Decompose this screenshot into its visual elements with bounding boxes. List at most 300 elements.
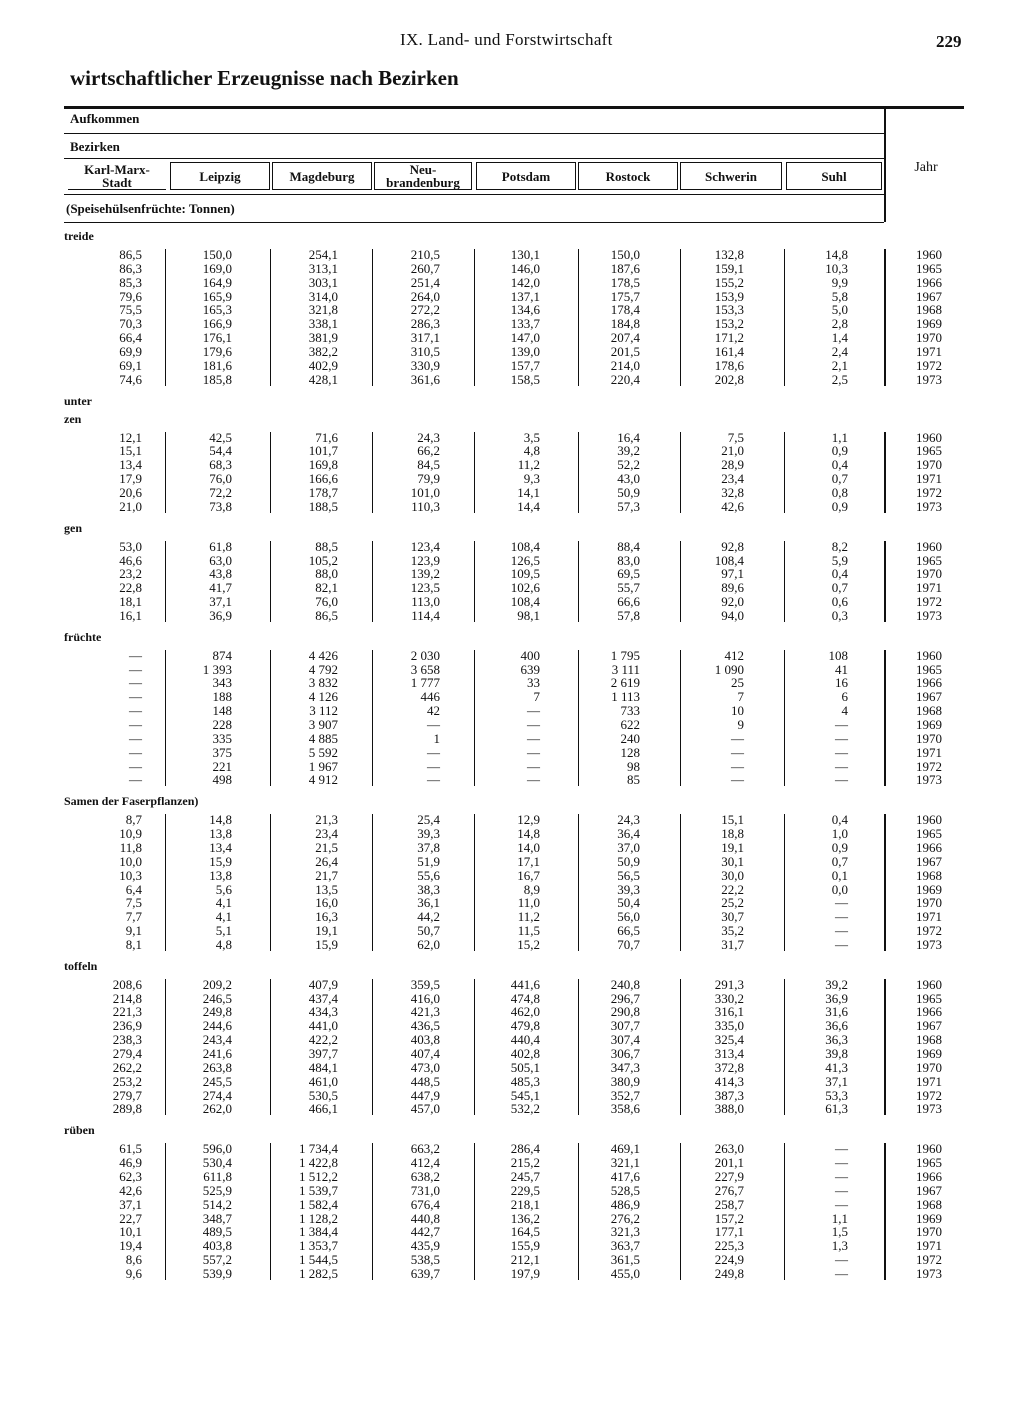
table-cell: 5,9	[831, 552, 848, 568]
table-cell: 212,1	[510, 1252, 540, 1267]
year-cell: 1968	[916, 1032, 942, 1048]
section-label: toffeln	[64, 958, 98, 973]
year-cell: 1965	[916, 826, 942, 842]
table-cell: 9,1	[125, 923, 142, 938]
table-cell: 61,3	[825, 1101, 848, 1117]
table-cell: 0,3	[831, 607, 848, 623]
table-cell: 123,9	[410, 552, 440, 568]
table-cell: 403,8	[202, 1238, 232, 1254]
table-cell: 12,1	[119, 429, 142, 445]
table-cell: 71,6	[315, 429, 338, 445]
table-cell: 41	[835, 661, 848, 677]
table-cell: 10,3	[825, 260, 848, 276]
year-cell: 1960	[916, 812, 942, 828]
table-cell: 42,6	[119, 1182, 142, 1198]
table-cell: 4 126	[308, 689, 338, 705]
aufkommen-label: Aufkommen	[70, 111, 140, 126]
table-cell: —	[527, 703, 540, 719]
table-cell: 157,2	[714, 1210, 744, 1226]
year-cell: 1973	[916, 371, 942, 387]
table-cell: 123,4	[410, 538, 440, 554]
table-cell: 2 619	[610, 675, 640, 691]
table-cell: 238,3	[112, 1032, 142, 1048]
table-cell: 4	[841, 703, 848, 719]
table-cell: 382,2	[308, 344, 338, 359]
top-rule	[64, 106, 964, 109]
year-cell: 1960	[916, 1141, 942, 1157]
section-label: früchte	[64, 629, 102, 644]
year-cell: 1970	[916, 566, 942, 582]
table-cell: 28,9	[721, 457, 744, 473]
table-cell: 7,7	[125, 909, 142, 925]
table-cell: —	[835, 895, 848, 911]
table-cell: 19,4	[119, 1238, 142, 1254]
table-cell: 1 539,7	[299, 1182, 338, 1198]
table-cell: 159,1	[714, 260, 744, 276]
table-cell: 68,3	[209, 457, 232, 473]
year-cell: 1971	[916, 909, 942, 925]
year-cell: 1969	[916, 717, 942, 732]
year-cell: 1973	[916, 936, 942, 952]
table-cell: 10,9	[119, 826, 142, 842]
table-cell: 166,9	[202, 316, 232, 332]
table-cell: 461,0	[308, 1073, 338, 1089]
table-cell: 164,9	[202, 274, 232, 290]
table-cell: 0,4	[831, 566, 848, 582]
table-cell: 13,4	[209, 839, 232, 855]
table-cell: 455,0	[610, 1265, 640, 1281]
table-cell: 86,3	[119, 260, 142, 276]
table-cell: 422,2	[308, 1032, 338, 1048]
table-row	[0, 431, 1024, 445]
table-cell: 479,8	[510, 1018, 540, 1034]
table-cell: 0,1	[831, 867, 848, 883]
table-cell: —	[129, 758, 142, 774]
table-cell: 54,4	[209, 443, 232, 459]
table-cell: 1,0	[831, 826, 848, 842]
table-cell: 1 090	[714, 661, 744, 677]
table-cell: 88,0	[315, 566, 338, 582]
table-cell: 2,8	[831, 316, 848, 332]
table-cell: 86,5	[315, 607, 338, 623]
table-cell: 251,4	[410, 274, 440, 290]
table-cell: 244,6	[202, 1018, 232, 1034]
year-cell: 1970	[916, 1224, 942, 1240]
table-cell: 4 885	[308, 730, 338, 746]
table-cell: 36,1	[417, 895, 440, 911]
table-cell: 202,8	[714, 371, 744, 387]
table-cell: 37,0	[617, 839, 640, 855]
table-cell: 361,5	[610, 1252, 640, 1267]
table-cell: 79,9	[417, 471, 440, 487]
table-cell: 21,0	[119, 498, 142, 514]
table-cell: —	[731, 730, 744, 746]
table-cell: 16,7	[517, 867, 540, 883]
table-cell: 42	[427, 703, 440, 719]
table-cell: —	[835, 730, 848, 746]
table-row	[0, 1102, 1024, 1116]
section-label: gen	[64, 520, 82, 535]
year-cell: 1972	[916, 357, 942, 373]
table-cell: 253,2	[112, 1073, 142, 1089]
table-cell: 36,4	[617, 826, 640, 842]
table-cell: 181,6	[202, 357, 232, 373]
table-cell: —	[835, 1168, 848, 1184]
table-cell: 208,6	[112, 976, 142, 992]
table-cell: 169,0	[202, 260, 232, 276]
table-cell: 469,1	[610, 1141, 640, 1157]
table-cell: 101,7	[308, 443, 338, 459]
table-cell: 243,4	[202, 1032, 232, 1048]
table-cell: 358,6	[610, 1101, 640, 1117]
table-cell: 16,1	[119, 607, 142, 623]
table-cell: 330,2	[714, 990, 744, 1006]
table-row	[0, 732, 1024, 746]
table-cell: 246,5	[202, 990, 232, 1006]
table-row	[0, 924, 1024, 938]
table-cell: 4 426	[308, 647, 338, 663]
table-cell: 123,5	[410, 580, 440, 596]
table-cell: 1 512,2	[299, 1168, 338, 1184]
table-cell: —	[835, 1265, 848, 1281]
section-label: Samen der Faserpflanzen)	[64, 794, 199, 809]
table-cell: 101,0	[410, 484, 440, 500]
table-cell: 153,9	[714, 288, 744, 304]
table-cell: —	[835, 1252, 848, 1267]
table-cell: 303,1	[308, 274, 338, 290]
table-cell: 161,4	[714, 344, 744, 359]
table-cell: 330,9	[410, 357, 440, 373]
table-cell: —	[129, 772, 142, 788]
table-cell: 412	[724, 647, 744, 663]
table-cell: 289,8	[112, 1101, 142, 1117]
table-cell: 76,0	[315, 594, 338, 609]
table-row	[0, 855, 1024, 869]
year-cell: 1969	[916, 1210, 942, 1226]
table-cell: 63,0	[209, 552, 232, 568]
year-cell: 1971	[916, 744, 942, 760]
table-cell: 46,9	[119, 1155, 142, 1171]
table-cell: 201,5	[610, 344, 640, 359]
table-cell: 166,6	[308, 471, 338, 487]
section-label: unter	[64, 393, 92, 408]
table-cell: 136,2	[510, 1210, 540, 1226]
table-cell: 5,6	[215, 881, 232, 897]
table-cell: 42,6	[721, 498, 744, 514]
table-cell: 26,4	[315, 853, 338, 869]
table-row	[0, 883, 1024, 897]
table-cell: —	[129, 689, 142, 705]
table-cell: 263,8	[202, 1059, 232, 1075]
table-row	[0, 760, 1024, 774]
year-cell: 1960	[916, 647, 942, 663]
table-row	[0, 1005, 1024, 1019]
table-cell: 23,4	[315, 826, 338, 842]
table-row	[0, 373, 1024, 387]
table-cell: 317,1	[410, 330, 440, 346]
table-cell: 155,9	[510, 1238, 540, 1254]
year-cell: 1971	[916, 1073, 942, 1089]
table-row	[0, 938, 1024, 952]
table-cell: 321,8	[308, 302, 338, 318]
table-cell: 41,3	[825, 1059, 848, 1075]
table-cell: 5,1	[215, 923, 232, 938]
table-cell: 155,2	[714, 274, 744, 290]
table-cell: 50,7	[417, 923, 440, 938]
table-cell: 66,4	[119, 330, 142, 346]
table-cell: 165,9	[202, 288, 232, 304]
table-row	[0, 472, 1024, 486]
year-cell: 1973	[916, 607, 942, 623]
table-cell: 676,4	[410, 1196, 440, 1212]
table-cell: 1 795	[610, 647, 640, 663]
table-cell: 639,7	[410, 1265, 440, 1281]
table-cell: 400	[520, 647, 540, 663]
table-cell: 88,4	[617, 538, 640, 554]
table-cell: 169,8	[308, 457, 338, 473]
table-cell: 18,8	[721, 826, 744, 842]
table-cell: 262,2	[112, 1059, 142, 1075]
table-cell: 32,8	[721, 484, 744, 500]
table-cell: 56,5	[617, 867, 640, 883]
table-cell: 69,1	[119, 357, 142, 373]
table-cell: —	[835, 1182, 848, 1198]
year-cell: 1967	[916, 689, 942, 705]
table-cell: 130,1	[510, 247, 540, 262]
table-cell: 0,9	[831, 498, 848, 514]
table-cell: —	[731, 744, 744, 760]
table-cell: 97,1	[721, 566, 744, 582]
year-cell: 1967	[916, 853, 942, 869]
table-cell: 343	[212, 675, 232, 691]
table-cell: 218,1	[510, 1196, 540, 1212]
year-cell: 1967	[916, 1182, 942, 1198]
table-cell: 17,9	[119, 471, 142, 487]
table-cell: 11,0	[517, 895, 540, 911]
table-cell: 139,0	[510, 344, 540, 359]
table-cell: 35,2	[721, 923, 744, 938]
year-cell: 1969	[916, 1046, 942, 1061]
year-cell: 1970	[916, 895, 942, 911]
table-cell: 139,2	[410, 566, 440, 582]
table-cell: —	[835, 758, 848, 774]
table-cell: 19,1	[315, 923, 338, 938]
table-row	[0, 649, 1024, 663]
table-cell: 9	[737, 717, 744, 732]
table-cell: 30,1	[721, 853, 744, 869]
table-cell: —	[129, 703, 142, 719]
table-cell: 108,4	[714, 552, 744, 568]
table-row	[0, 910, 1024, 924]
table-cell: 52,2	[617, 457, 640, 473]
table-cell: 279,7	[112, 1087, 142, 1103]
table-cell: 402,9	[308, 357, 338, 373]
year-cell: 1971	[916, 1238, 942, 1254]
table-cell: 1 282,5	[299, 1265, 338, 1281]
table-cell: 7	[737, 689, 744, 705]
year-cell: 1970	[916, 330, 942, 346]
year-cell: 1965	[916, 1155, 942, 1171]
table-cell: 611,8	[203, 1168, 232, 1184]
table-cell: 276,2	[610, 1210, 640, 1226]
year-cell: 1972	[916, 1087, 942, 1103]
year-cell: 1967	[916, 288, 942, 304]
table-cell: —	[731, 772, 744, 788]
table-cell: 473,0	[410, 1059, 440, 1075]
table-cell: 150,0	[610, 247, 640, 262]
table-row	[0, 773, 1024, 787]
table-cell: 50,9	[617, 484, 640, 500]
table-cell: 1,1	[831, 429, 848, 445]
table-cell: 11,8	[119, 839, 142, 855]
table-cell: —	[527, 730, 540, 746]
year-cell: 1972	[916, 1252, 942, 1267]
table-cell: 428,1	[308, 371, 338, 387]
table-cell: 462,0	[510, 1004, 540, 1020]
table-cell: 14,8	[825, 247, 848, 262]
table-cell: 179,6	[202, 344, 232, 359]
table-cell: 221	[212, 758, 232, 774]
table-cell: 150,0	[202, 247, 232, 262]
table-cell: 224,9	[714, 1252, 744, 1267]
table-row	[0, 1239, 1024, 1253]
table-row	[0, 896, 1024, 910]
table-cell: 39,2	[617, 443, 640, 459]
page-number: 229	[936, 32, 962, 51]
table-cell: 215,2	[510, 1155, 540, 1171]
year-cell: 1966	[916, 675, 942, 691]
table-cell: 41,7	[209, 580, 232, 596]
table-cell: 498	[212, 772, 232, 788]
table-cell: —	[527, 744, 540, 760]
table-cell: 171,2	[714, 330, 744, 346]
table-cell: 36,9	[209, 607, 232, 623]
table-cell: 249,8	[714, 1265, 744, 1281]
table-cell: 7,5	[727, 429, 744, 445]
table-row	[0, 1047, 1024, 1061]
table-cell: 0,9	[831, 839, 848, 855]
table-cell: 36,9	[825, 990, 848, 1006]
table-cell: 1 422,8	[299, 1155, 338, 1171]
table-cell: 338,1	[308, 316, 338, 332]
table-cell: 291,3	[714, 976, 744, 992]
table-cell: 414,3	[714, 1073, 744, 1089]
table-cell: 15,9	[315, 936, 338, 952]
rule-aufkommen	[64, 133, 884, 134]
table-cell: —	[835, 717, 848, 732]
table-cell: 19,1	[721, 839, 744, 855]
table-cell: 220,4	[610, 371, 640, 387]
table-cell: 25	[731, 675, 744, 691]
table-row	[0, 303, 1024, 317]
table-cell: 314,0	[308, 288, 338, 304]
table-cell: 31,7	[721, 936, 744, 952]
table-cell: 98	[627, 758, 640, 774]
table-cell: 14,1	[517, 484, 540, 500]
table-cell: 0,0	[831, 881, 848, 897]
table-cell: 4,1	[215, 895, 232, 911]
table-cell: 79,6	[119, 288, 142, 304]
table-cell: 1 967	[308, 758, 338, 774]
table-cell: 1 393	[202, 661, 232, 677]
table-cell: 44,2	[417, 909, 440, 925]
table-cell: —	[427, 758, 440, 774]
table-cell: 0,7	[831, 471, 848, 487]
rule-under-colheads	[64, 194, 884, 195]
table-row	[0, 276, 1024, 290]
table-cell: 307,4	[610, 1032, 640, 1048]
table-row	[0, 978, 1024, 992]
column-header: Neu- brandenburg	[374, 162, 472, 190]
table-cell: 7,5	[125, 895, 142, 911]
table-cell: 15,1	[119, 443, 142, 459]
year-cell: 1965	[916, 990, 942, 1006]
table-cell: 187,6	[610, 260, 640, 276]
table-row	[0, 704, 1024, 718]
table-cell: 2,1	[831, 357, 848, 373]
table-cell: —	[427, 772, 440, 788]
table-cell: 263,0	[714, 1141, 744, 1157]
table-cell: 397,7	[308, 1046, 338, 1061]
year-cell: 1968	[916, 302, 942, 318]
table-cell: 11,5	[517, 923, 540, 938]
table-cell: 74,6	[119, 371, 142, 387]
table-cell: —	[427, 717, 440, 732]
table-cell: 86,5	[119, 247, 142, 262]
year-cell: 1972	[916, 594, 942, 609]
table-cell: 539,9	[202, 1265, 232, 1281]
table-cell: 5,0	[831, 302, 848, 318]
table-cell: 108,4	[510, 594, 540, 609]
table-cell: 55,6	[417, 867, 440, 883]
table-cell: 442,7	[410, 1224, 440, 1240]
year-cell: 1972	[916, 484, 942, 500]
table-cell: —	[129, 647, 142, 663]
table-cell: 110,3	[411, 498, 440, 514]
table-cell: 306,7	[610, 1046, 640, 1061]
table-cell: 484,1	[308, 1059, 338, 1075]
table-cell: 532,2	[510, 1101, 540, 1117]
table-cell: 441,6	[510, 976, 540, 992]
table-cell: 1 384,4	[299, 1224, 338, 1240]
table-cell: 622	[620, 717, 640, 732]
table-cell: 388,0	[714, 1101, 744, 1117]
table-cell: 33	[527, 675, 540, 691]
table-cell: 10,3	[119, 867, 142, 883]
table-cell: 85,3	[119, 274, 142, 290]
table-cell: —	[129, 730, 142, 746]
table-cell: 538,5	[410, 1252, 440, 1267]
table-cell: 363,7	[610, 1238, 640, 1254]
table-cell: 83,0	[617, 552, 640, 568]
table-cell: 457,0	[410, 1101, 440, 1117]
table-cell: 6,4	[125, 881, 142, 897]
table-cell: 447,9	[410, 1087, 440, 1103]
table-cell: 486,9	[610, 1196, 640, 1212]
table-cell: 176,1	[202, 330, 232, 346]
table-cell: 9,6	[125, 1265, 142, 1281]
table-cell: 5,8	[831, 288, 848, 304]
table-cell: 61,5	[119, 1141, 142, 1157]
table-cell: 9,3	[523, 471, 540, 487]
table-cell: 514,2	[202, 1196, 232, 1212]
table-cell: 147,0	[510, 330, 540, 346]
table-cell: 489,5	[202, 1224, 232, 1240]
column-header: Karl-Marx- Stadt	[68, 162, 166, 190]
table-cell: 22,2	[721, 881, 744, 897]
table-cell: 417,6	[610, 1168, 640, 1184]
table-cell: 528,5	[610, 1182, 640, 1198]
